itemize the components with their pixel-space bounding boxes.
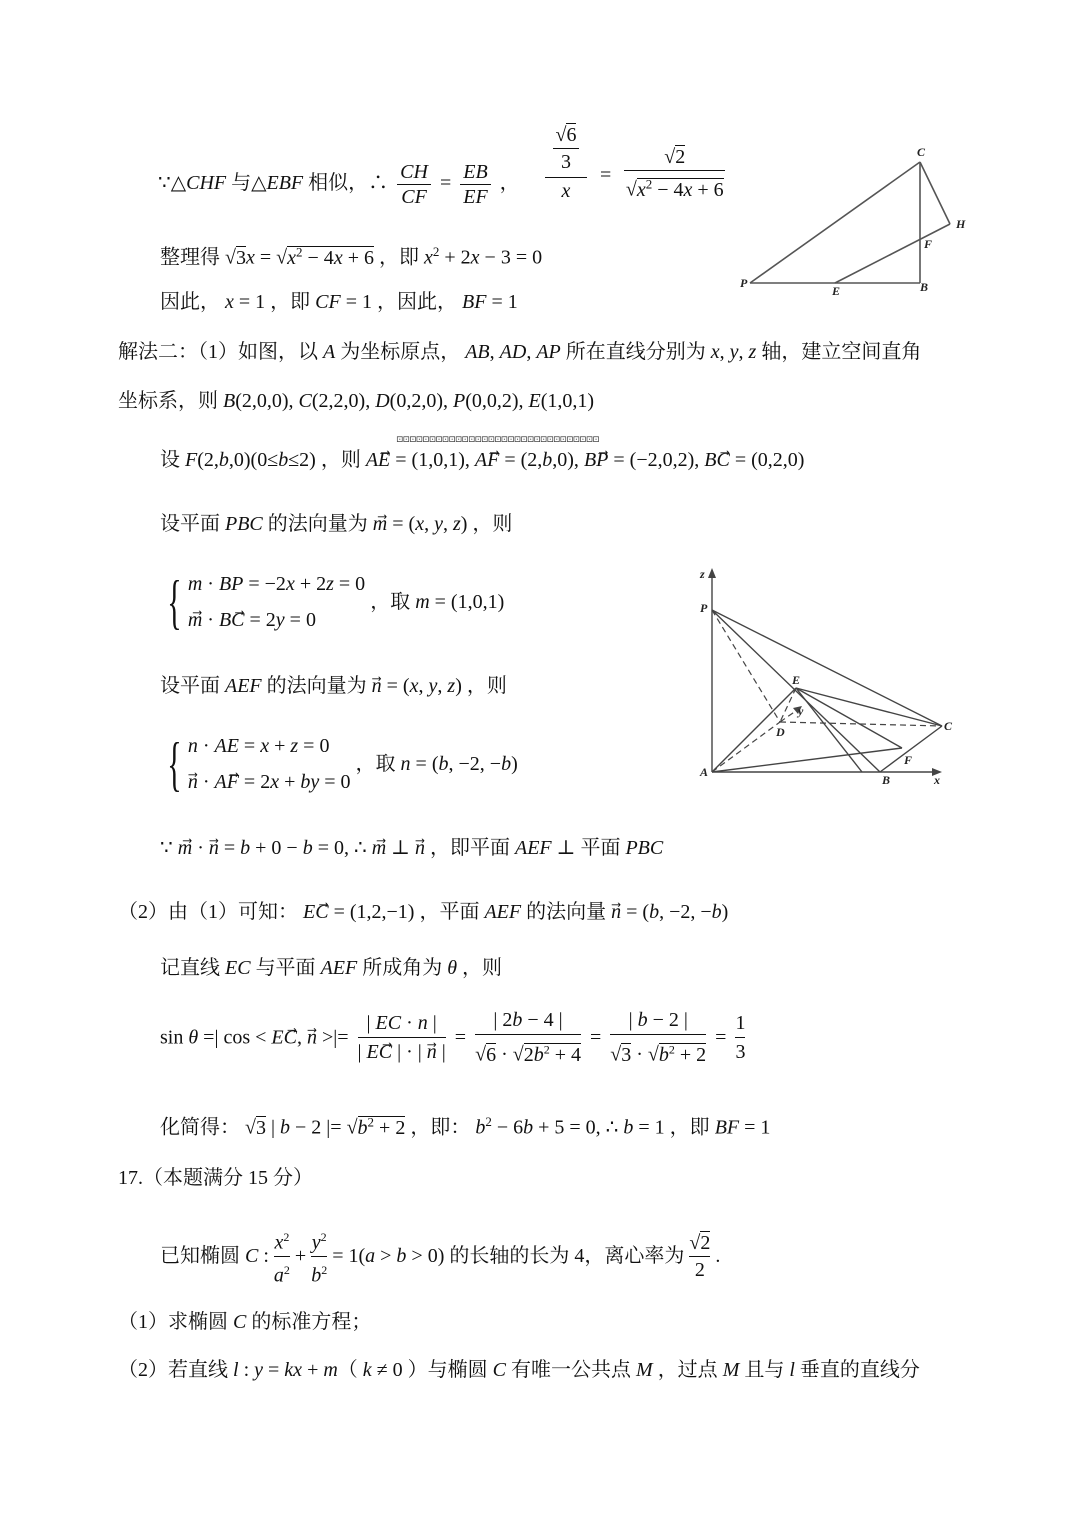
problem-17-statement: 已知椭圆 C : $\frac{x^2}{a^2}$ + $\frac{y^2}{b^2}$ = 1(a > b > 0) 的长轴的长为 4，离心率为 $\frac{√2}{2}$ . — [160, 1224, 720, 1288]
label-b: B — [920, 280, 929, 294]
label-f: F — [904, 753, 913, 767]
label-a: A — [700, 765, 709, 779]
line-solve-b: 化简得： √3 | b − 2 |= $√b^2 + 2$ ，即： $b^2 - 6b + 5 = 0$, ∴ b = 1 ，即 BF = 1 — [160, 1114, 771, 1139]
line-method-two: 解法二：（1）如图，以 A 为坐标原点， AB, AD, AP 所在直线分别为 x, y, z 轴，建立空间直角 — [118, 341, 922, 363]
triangle-figure — [730, 140, 980, 300]
label-f: F — [924, 237, 933, 251]
label-h: H — [956, 217, 966, 231]
label-c: C — [944, 719, 953, 733]
segment-pc — [712, 610, 942, 726]
label-d: D — [776, 725, 785, 739]
line-part-two: （2）由（1）可知： EC⃗ = (1,2,−1) ，平面 AEF 的法向量 n⃗ = (b, −2, −b) — [118, 901, 729, 923]
segment-pc — [750, 162, 920, 283]
segment-eh — [835, 224, 950, 283]
line-therefore: 因此， x = 1 ，即 CF = 1 ，因此， BF = 1 — [160, 291, 518, 313]
system-n: { n · AE = x + z = 0 n⃗ · AF⃗ = 2x + by = 0 ，取 n = (b, −2, −b) — [167, 731, 518, 797]
label-p: P — [700, 601, 708, 615]
problem-17-part2: （2）若直线 l : y = kx + m（ k ≠ 0 ）与椭圆 C 有唯一公共点 M ，过点 M 且与 l 垂直的直线分 — [118, 1359, 920, 1381]
line-set-f: 设 F(2,b,0)(0≤b≤2) ，则 AE⃗ = (1,0,1), AF⃗ = (2,b,0), BP⃗ = (−2,0,2), BC⃗ = (0,2,0) — [160, 449, 805, 471]
nested-fraction: √6 3 x = $\frac{√2}{√x^2 - 4x + 6}$ — [545, 122, 725, 204]
system-m: { m · BP = −2x + 2z = 0 m⃗ · BC⃗ = 2y = 0 ，取 m = (1,0,1) — [167, 569, 505, 635]
line-normal-aef: 设平面 AEF 的法向量为 n⃗ = (x, y, z) ，则 — [160, 675, 507, 697]
segment-ed — [780, 688, 796, 722]
line-sin-theta: sin θ =| cos < EC⃗, n⃗ >|= $\frac{| EC \cdot n |}{| EC⃗ | \cdot | n⃗ |}$ = $\frac{| 2b - 4 |}{√6 \cdot √2b^2 + 4}$ = $\frac{| b - 2 |}{√3 \cdot √b^2 + 2}$ = $\frac{1}{3}$ — [160, 1006, 749, 1069]
problem-17-part1: （1）求椭圆 C 的标准方程； — [118, 1311, 372, 1333]
label-p: P — [740, 276, 748, 290]
coordinate-figure — [690, 560, 970, 790]
line-normal-pbc: 设平面 PBC 的法向量为 m⃗ = (x, y, z) ，则 — [160, 513, 513, 535]
problem-17-header: 17.（本题满分 15 分） — [118, 1167, 313, 1189]
line-similarity: ∵△CHF 与△EBF 相似，∴ $\frac{CH}{CF}$ = $\frac{EB}{EF}$ ， — [158, 161, 520, 208]
label-c: C — [917, 145, 926, 159]
line-simplify: 整理得 $√3x = √x^2 - 4x + 6$ ，即 $x^2 + 2x - 3 = 0$ — [160, 244, 543, 269]
label-e: E — [792, 673, 801, 687]
line-coordinates: 坐标系，则 B(2,0,0), C(2,2,0), D(0,2,0), P(0,0,2), E(1,0,1) — [118, 390, 595, 412]
label-b: B — [882, 773, 891, 787]
segment-ch — [920, 162, 950, 224]
label-x: x — [934, 773, 940, 787]
label-z: z — [700, 567, 705, 581]
segment-ef — [796, 688, 902, 748]
line-angle: 记直线 EC 与平面 AEF 所成角为 θ ，则 — [160, 957, 503, 979]
label-e: E — [832, 284, 841, 298]
label-y: y — [798, 704, 804, 718]
line-perpendicular: ∵ m⃗ · n⃗ = b + 0 − b = 0, ∴ m⃗ ⊥ n⃗ ，即平面 AEF ⊥ 平面 PBC — [160, 837, 664, 859]
encoding-artifact: ⊡⊡⊡⊡⊡⊡⊡⊡⊡⊡⊡⊡⊡⊡⊡⊡⊡⊡⊡⊡⊡⊡⊡⊡⊡⊡⊡⊡⊡⊡⊡ — [396, 434, 599, 444]
segment-ec — [796, 688, 942, 726]
